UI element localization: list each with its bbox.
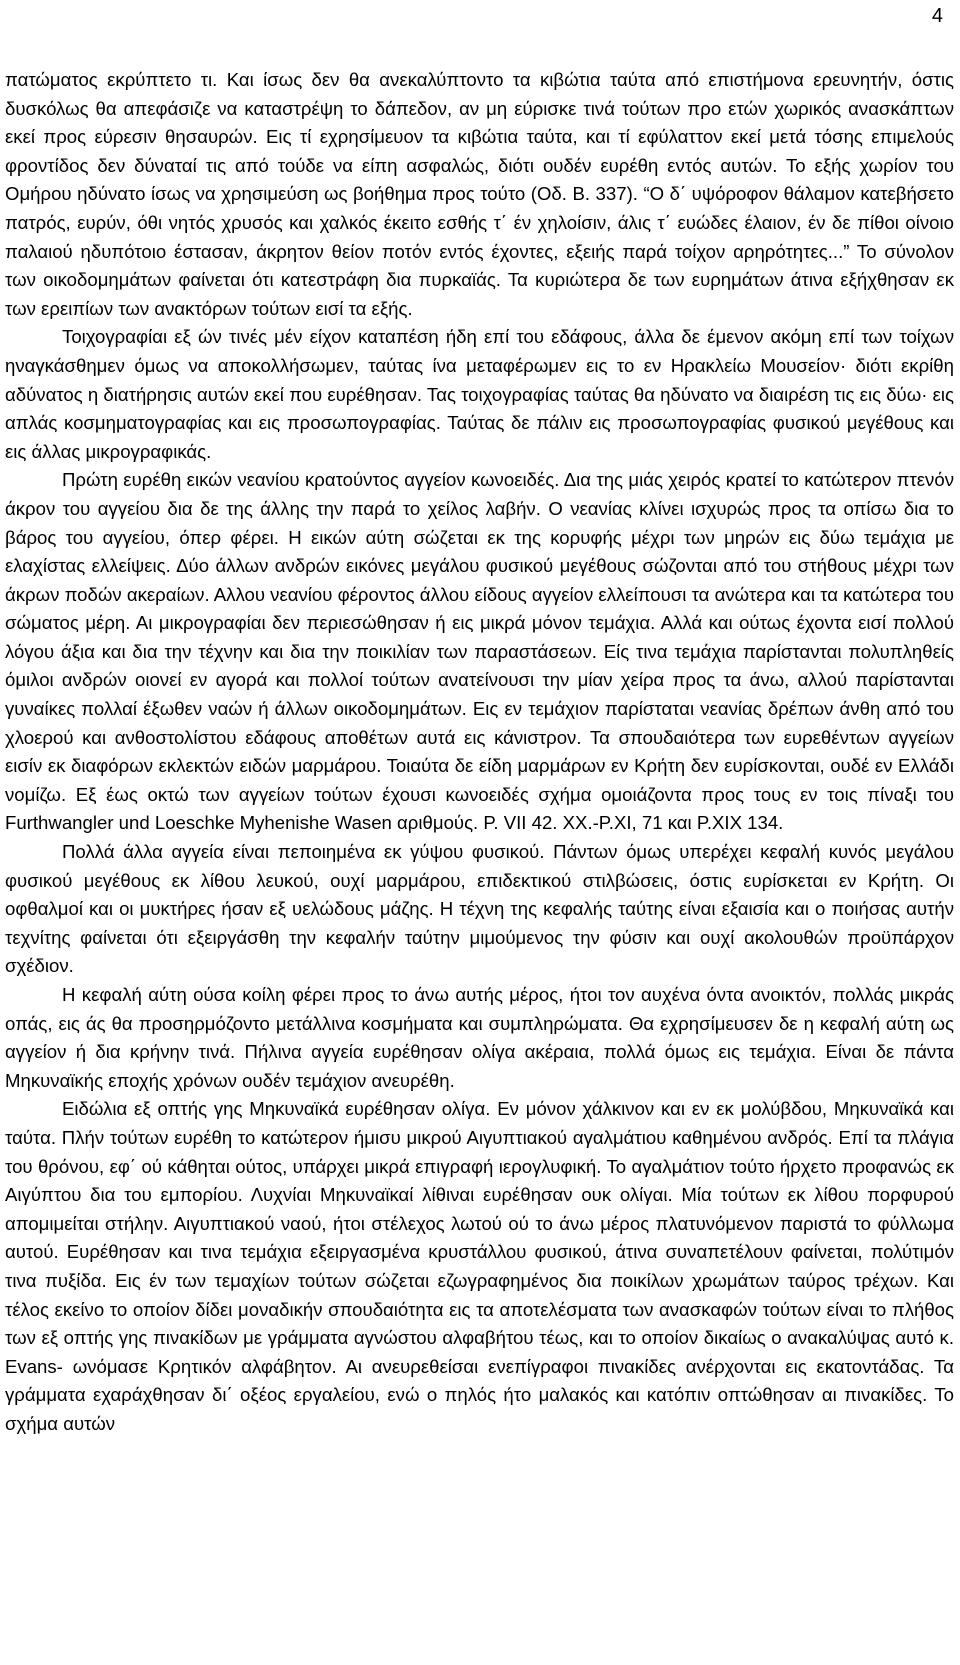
paragraph-1: πατώματος εκρύπτετο τι. Και ίσως δεν θα ανεκαλύπτοντο τα κιβώτια ταύτα από επιστήμονα ερευνητήν, όστις δυσκόλως θα απεφάσιζε να καταστρέψη το δάπεδον, αν μη εύρισκε τινά τούτων προ ετών χωρικός ανασκάπτων εκεί προς εύρεσιν θησαυρών. Εις τί εχρησίμευον τα κιβώτια ταύτα, και τί εφύλαττον εκεί μετά τόσης επιμελούς φροντίδος δεν δύναταί τις από τούδε να είπη ασφαλώς, διότι ουδέν ευρέθη εντός αυτών. Το εξής χωρίον του Ομήρου ηδύνατο ίσως να χρησιμεύση ως βοήθημα προς τούτο (Οδ. Β. 337). “Ο δ΄ υψόροφον θάλαμον κατεβήσετο πατρός, ευρύν, όθι νητός χρυσός και χαλκός έκειτο εσθής τ΄ έν χηλοίσιν, άλις τ΄ ευώδες έλαιον, έν δε πίθοι οίνοιο παλαιού ηδυπότοιο έστασαν, άκρητον θείον ποτόν εντός έχοντες, εξειής παρά τοίχον αρηρότητες...” Το σύνολον των οικοδομημάτων φαίνεται ότι κατεστράφη δια πυρκαϊάς. Τα κυριώτερα δε των ευρημάτων άτινα εξήχθησαν εκ των ερειπίων των ανακτόρων τούτων εισί τα εξής.	[5, 69, 954, 319]
paragraph-6: Ειδώλια εξ οπτής γης Μηκυναϊκά ευρέθησαν ολίγα. Εν μόνον χάλκινον και εν εκ μολύβδου, Μηκυναϊκά και ταύτα. Πλήν τούτων ευρέθη το κατώτερον ήμισυ μικρού Αιγυπτιακού αγαλμάτιου καθημένου ανδρός. Επί τα πλάγια του θρόνου, εφ΄ ού κάθηται ούτος, υπάρχει μικρά επιγραφή ιερογλυφική. Το αγαλμάτιον τούτο ήρχετο προφανώς εκ Αιγύπτου δια του εμπορίου. Λυχνίαι Μηκυναϊκαί λίθιναι ευρέθησαν ουκ ολίγαι. Μία τούτων εκ λίθου πορφυρού απομιμείται στήλην. Αιγυπτιακού ναού, ήτοι στέλεχος λωτού ού το άνω μέρος πλατυνόμενον παριστά το φύλλωμα αυτού. Ευρέθησαν και τινα τεμάχια εξειργασμένα κρυστάλλου φυσικού, άτινα συναπετέλουν φαίνεται, πολύτιμόν τινα πυξίδα. Εις έν των τεμαχίων τούτων σώζεται εζωγραφημένος δια ποικίλων χρωμάτων ταύρος τρέχων. Και τέλος εκείνο το οποίον δίδει μοναδικήν σπουδαιότητα εις τα αποτελέσματα των ανασκαφών τούτων είναι το πλήθος των εξ οπτής γης πινακίδων με γράμματα αγνώστου αλφαβήτου τέως, και το οποίον δικαίως ο ανακαλύψας αυτό κ. Evans- ωνόμασε Κρητικόν αλφάβητον. Αι ανευρεθείσαι ενεπίγραφοι πινακίδες ανέρχονται εις εκατοντάδας. Τα γράμματα εχαράχθησαν δι΄ οξέος εργαλείου, ενώ ο πηλός ήτο μαλακός και κατόπιν οπτώθησαν αι πινακίδες. Το σχήμα αυτών	[5, 1098, 954, 1434]
paragraph-4: Πολλά άλλα αγγεία είναι πεποιημένα εκ γύψου φυσικού. Πάντων όμως υπερέχει κεφαλή κυνός μεγάλου φυσικού μεγέθους εκ λίθου λευκού, ουχί μαρμάρου, επιδεκτικού στιλβώσεις, όστις ευρίσκεται εν Κρήτη. Οι οφθαλμοί και οι μυκτήρες ήσαν εξ υελώδους μάζης. Η τέχνη της κεφαλής ταύτης είναι εξαισία και ο ποιήσας αυτήν τεχνίτης φαίνεται ότι εξειργάσθη την κεφαλήν ταύτην μιμούμενος την φύσιν και ουχί ακολουθών προϋπάρχον σχέδιον.	[5, 841, 954, 977]
page-number: 4	[931, 5, 943, 27]
paragraph-5: Η κεφαλή αύτη ούσα κοίλη φέρει προς το άνω αυτής μέρος, ήτοι τον αυχένα όντα ανοικτόν, πολλάς μικράς οπάς, εις άς θα προσηρμόζοντο μετάλλινα κοσμήματα και συμπληρώματα. Θα εχρησίμευσεν δε η κεφαλή αύτη ως αγγείον ή δια κρήνην τινά. Πήλινα αγγεία ευρέθησαν ολίγα ακέραια, πολλά όμως εις τεμάχια. Είναι δε πάντα Μηκυναϊκής εποχής χρόνων ουδέν τεμάχιον ανευρέθη.	[5, 984, 954, 1091]
document-body	[5, 66, 954, 1439]
paragraph-3: Πρώτη ευρέθη εικών νεανίου κρατούντος αγγείον κωνοειδές. Δια της μιάς χειρός κρατεί το κατώτερον πτενόν άκρον του αγγείου δια δε της άλλης την παρά το χείλος λαβήν. Ο νεανίας κλίνει ισχυρώς προς τα οπίσω δια το βάρος του αγγείου, όπερ φέρει. Η εικών αύτη σώζεται εκ της κορυφής μέχρι των μηρών εις δύω τεμάχια με ελαχίστας ελλείψεις. Δύο άλλων ανδρών εικόνες μεγάλου φυσικού μεγέθους σώζονται από του στήθους μέχρι των άκρων ποδών ακεραίων. Αλλου νεανίου φέροντος άλλου είδους αγγείον ελλείπουσι τα ανώτερα και τα κατώτερα του σώματος μέρη. Αι μικρογραφίαι δεν περιεσώθησαν ή εις μικρά μόνον τεμάχια. Αλλά και ούτως έχοντα εισί πολλού λόγου άξια και δια την τέχνην και δια την ποικιλίαν των παραστάσεων. Είς τινα τεμάχια παρίστανται πολυπληθείς όμιλοι ανδρών οιονεί εν αγορά και πολλοί τούτων ανατείνουσι την μίαν χείρα προς τα άνω, αλλού παρίστανται γυναίκες πολλαί έξωθεν ναών ή άλλων οικοδομημάτων. Εις εν τεμάχιον παρίσταται νεανίας δρέπων άνθη από του χλοερού και ανθοστολίστου εδάφους αποθέτων αυτά εις κάνιστρον. Τα σπουδαιότερα των ευρεθέντων αγγείων εισίν εκ διαφόρων εκλεκτών ειδών μαρμάρου. Τοιαύτα δε είδη μαρμάρων εν Κρήτη δεν ευρίσκονται, ουδέ εν Ελλάδι νομίζω. Εξ έως οκτώ των αγγείων τούτων έχουσι κωνοειδές σχήμα ομοιάζοντα προς τους εν τοις πίναξι του Furthwangler und Loeschke Myhenishe Wasen αριθμούς. Ρ. VII 42. XX.-P.XI, 71 και P.XIX 134.	[5, 469, 954, 834]
paragraph-2: Τοιχογραφίαι εξ ών τινές μέν είχον καταπέση ήδη επί του εδάφους, άλλα δε έμενον ακόμη επί των τοίχων ηναγκάσθημεν όμως να αποκολλήσωμεν, ταύτας ίνα μεταφέρωμεν εις το εν Ηρακλείω Μουσείον· διότι εκρίθη αδύνατος η διατήρησις αυτών εκεί που ευρέθησαν. Τας τοιχογραφίας ταύτας θα ηδύνατο να διαιρέση τις εις δύω· εις απλάς κοσμηματογραφίας και εις προσωπογραφίας. Ταύτας δε πάλιν εις προσωπογραφίας φυσικού μεγέθους και εις άλλας μικρογραφικάς.	[5, 326, 954, 462]
